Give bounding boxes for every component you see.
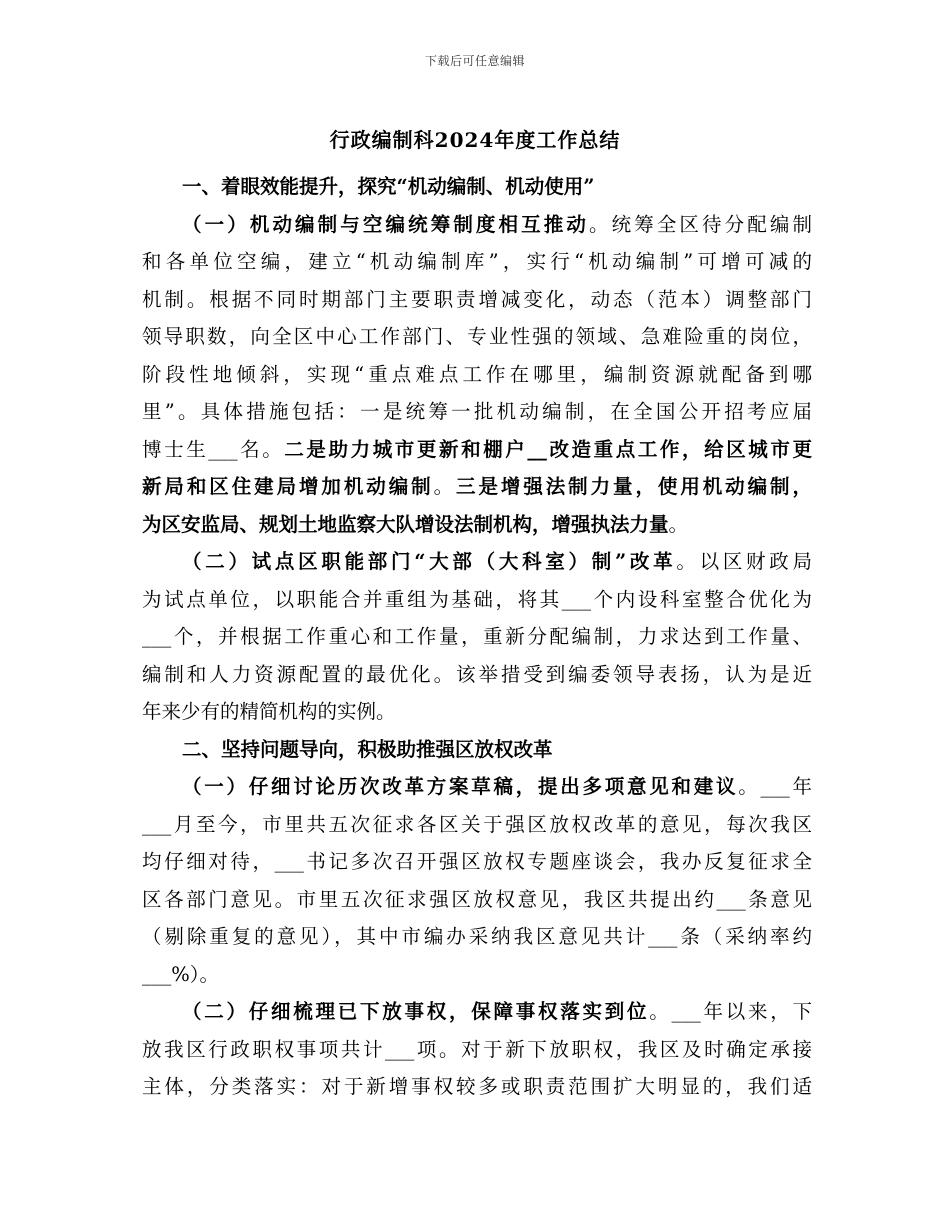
text-run: ___%）。 [142, 962, 220, 986]
text-run: 放我区行政职权事项共计___项。对于新下放职权，我区及时确定承接 [142, 1037, 812, 1061]
text-line [142, 918, 812, 956]
bold-text-run: （二）仔细梳理已下放事权，保障事权落实到位 [182, 1000, 650, 1023]
text-run: 为试点单位，以职能合并重组为基础，将其___个内设科室整合优化为 [142, 587, 812, 611]
document-title: 行政编制科2024年度工作总结 [329, 128, 621, 152]
text-run: 。以区财政局 [676, 550, 812, 573]
page-header: 下载后可任意编辑 [424, 54, 525, 68]
text-run: （剔除重复的意见），其中市编办采纳我区意见共计___条（采纳率约 [142, 925, 812, 948]
text-run: 区各部门意见。市里五次征求强区放权意见，我区共提出约___条意见 [142, 887, 812, 911]
bold-text-run: 三是增强法制力量，使用机动编制， [456, 475, 812, 498]
text-line [142, 431, 812, 469]
text-run: 。___年以来，下 [649, 1000, 812, 1023]
text-line [142, 806, 812, 844]
document-body [142, 168, 812, 1106]
bold-text-run: 为区安监局、规划土地监察大队增设法制机构，增强执法力量 [142, 512, 669, 536]
bold-text-run: （一）仔细讨论历次改革方案草稿，提出多项意见和建议 [182, 775, 739, 798]
text-line [142, 206, 812, 244]
text-run: 年来少有的精简机构的实例。 [142, 700, 396, 723]
text-run: ___个，并根据工作重心和工作量，重新分配编制，力求达到工作量、 [142, 625, 812, 648]
bold-text-run: （一）机动编制与空编统筹制度相互推动 [182, 212, 589, 236]
text-line [142, 356, 812, 394]
text-line [142, 993, 812, 1031]
bold-text-run: 新局和区住建局增加机动编制 [142, 475, 434, 498]
text-run: ___月至今，市里共五次征求各区关于强区放权改革的意见，每次我区 [142, 812, 812, 836]
text-run: 里”。具体措施包括：一是统筹一批机动编制，在全国公开招考应届 [142, 400, 812, 423]
text-line [142, 506, 812, 544]
text-run: 机制。根据不同时期部门主要职责增减变化，动态（范本）调整部门 [142, 287, 812, 311]
text-run: 。 [433, 475, 457, 498]
text-line [142, 543, 812, 581]
text-line [142, 281, 812, 319]
text-line [142, 168, 812, 206]
text-run: 主体，分类落实：对于新增事权较多或职责范围扩大明显的，我们适 [142, 1075, 812, 1098]
text-line [142, 468, 812, 506]
text-line [142, 393, 812, 431]
text-run: 。___年 [738, 775, 812, 798]
text-run: 阶段性地倾斜，实现“重点难点工作在哪里，编制资源就配备到哪 [142, 362, 812, 386]
text-line [142, 956, 812, 994]
text-line [142, 243, 812, 281]
text-line [142, 581, 812, 619]
text-line [142, 768, 812, 806]
text-line [142, 618, 812, 656]
text-line [142, 843, 812, 881]
bold-text-run: 二是助力城市更新和棚户__改造重点工作，给区城市更 [284, 437, 812, 461]
text-line [142, 731, 812, 769]
text-run: 编制和人力资源配置的最优化。该举措受到编委领导表扬，认为是近 [142, 662, 812, 686]
text-run: 。 [668, 512, 689, 536]
text-line [142, 656, 812, 694]
heading-text: 二、坚持问题导向，积极助推强区放权改革 [182, 737, 553, 761]
text-run: 。统筹全区待分配编制 [588, 212, 812, 236]
bold-text-run: （二）试点区职能部门“大部（大科室）制”改革 [182, 550, 677, 573]
heading-text: 一、着眼效能提升，探究“机动编制、机动使用” [182, 175, 595, 198]
text-run: 和各单位空编，建立“机动编制库”，实行“机动编制”可增可减的 [142, 250, 812, 273]
text-line [142, 693, 812, 731]
text-run: 均仔细对待，___书记多次召开强区放权专题座谈会，我办反复征求全 [142, 850, 812, 873]
text-line [142, 318, 812, 356]
text-line [142, 1068, 812, 1106]
text-line [142, 1031, 812, 1069]
text-line [142, 881, 812, 919]
text-run: 博士生___名。 [142, 437, 285, 461]
text-run: 领导职数，向全区中心工作部门、专业性强的领域、急难险重的岗位， [142, 325, 812, 348]
